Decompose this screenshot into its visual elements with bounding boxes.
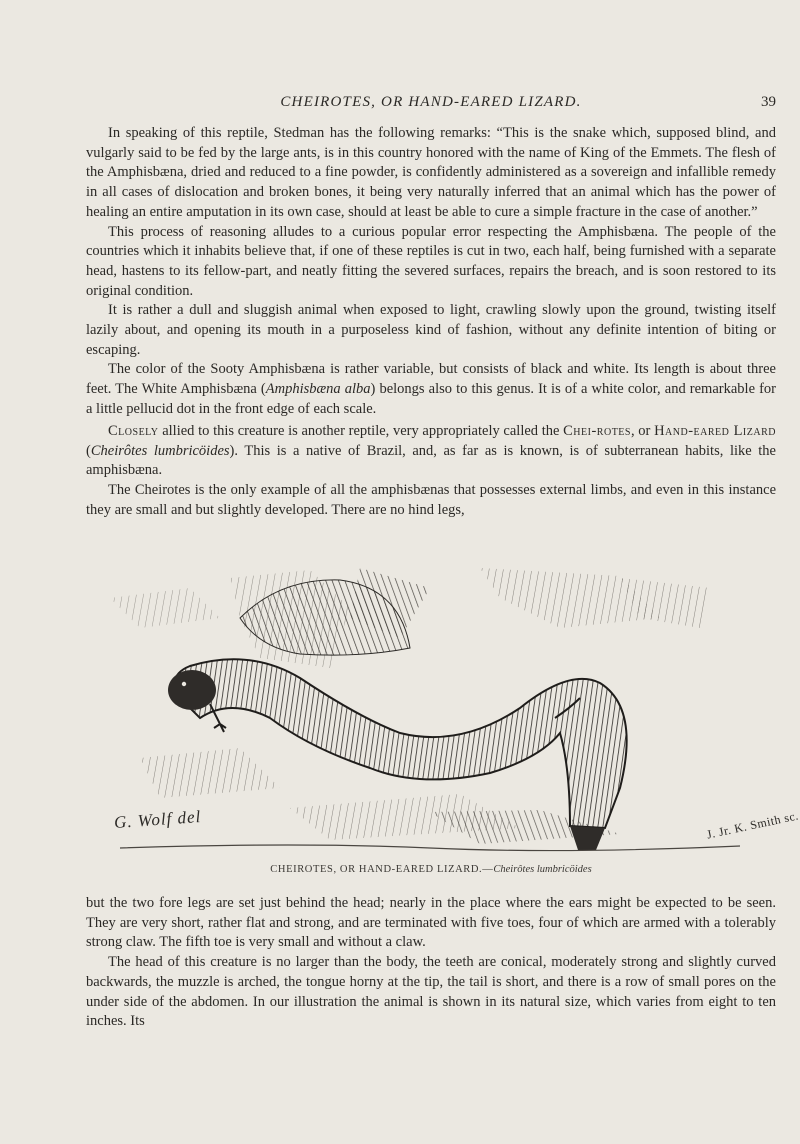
species-name: Amphisbæna alba (265, 381, 371, 398)
paragraph: The head of this creature is no larger than the body, the teeth are conical, moderately strong and slightly curved backwards, the muzzle is arched, the tongue horny at the tip, the tail is short, and there is a row of small pores on the under side of the abdomen. In our illustration the animal is shown in its natural size, which varies from eight to ten inches. Its (86, 954, 776, 1030)
paragraph (86, 360, 776, 419)
paragraph: It is rather a dull and sluggish animal when exposed to light, crawling slowly upon the ground, twisting itself lazily about, and opening its mouth in a purposeless kind of fashion, without any definite intention of biting or escaping. (86, 302, 776, 358)
lizard-head (168, 670, 216, 710)
species-name: Cheirôtes lumbricöides (90, 442, 230, 459)
page-number: 39 (761, 94, 776, 110)
text-run: ( (86, 442, 91, 459)
paragraph: This process of reasoning alludes to a curious popular error respecting the Amphisbæna. The people of the countries which it inhabits believe that, if one of these reptiles is cut in two, each half, being furnished with a separate head, hastens to its fellow-part, and neatly fitting the severed surfaces, repairs the breach, and is soon restored to its original condition. (86, 223, 776, 299)
ground-line (120, 845, 740, 851)
lizard-eye (182, 682, 186, 686)
text-block-mid (86, 422, 776, 521)
figure-caption (86, 864, 776, 875)
paragraph: but the two fore legs are set just behind the head; nearly in the place where the ears might be expected to be seen. They are very short, rather flat and strong, and are terminated with five toes, four of which are armed with a tolerably strong claw. The fifth toe is very small and without a claw. (86, 895, 776, 951)
engraver-signature: J. Jr. K. Smith sc. (705, 808, 800, 842)
text-block-bottom (86, 894, 776, 1032)
small-caps-run: Closely (108, 423, 159, 439)
text-run: allied to this creature is another reptile, very appropriately called the (158, 423, 564, 439)
caption-text: CHEIROTES, OR HAND-EARED LIZARD.— (270, 864, 494, 875)
running-head (86, 94, 776, 116)
lizard-tail (570, 826, 605, 850)
text-block-top (86, 124, 776, 420)
small-caps-run: Chei-rotes (563, 423, 631, 439)
text-run: ) belongs also to this genus. It is of a white color, and remarkable for a little pellucid dot in the front edge of each scale. (86, 381, 777, 417)
text-run: ). This is a native of Brazil, and, as far as is known, is of subterranean habits, like the amphisbæna. (86, 442, 776, 479)
caption-species: Cheirôtes lumbricöides (493, 864, 592, 875)
running-title: CHEIROTES, OR HAND-EARED LIZARD. (280, 94, 582, 110)
artist-signature: G. Wolf del (113, 806, 202, 833)
text-run: The color of the Sooty Amphisbæna is rather variable, but consists of black and white. Its length is about three feet. The White Amphisbæna ( (86, 361, 776, 398)
text-run: , or (630, 423, 655, 439)
small-caps-run: Hand-eared Lizard (654, 423, 776, 439)
paragraph (86, 422, 776, 481)
paragraph: The Cheirotes is the only example of all the amphisbænas that possesses external limbs, and even in this instance they are small and but slightly developed. There are no hind legs, (86, 482, 776, 518)
paragraph: In speaking of this reptile, Stedman has the following remarks: “This is the snake which, supposed blind, and vulgarly said to be fed by the large ants, is in this country honored with the name of King of the Emmets. The flesh of the Amphisbæna, dried and reduced to a fine powder, is confidently administered as a sovereign and infallible remedy in all cases of dislocation and broken bones, it being very naturally inferred that an animal which has the power of healing an entire amputation in its own case, should at least be able to cure a simple fracture in the case of another.” (86, 125, 776, 220)
